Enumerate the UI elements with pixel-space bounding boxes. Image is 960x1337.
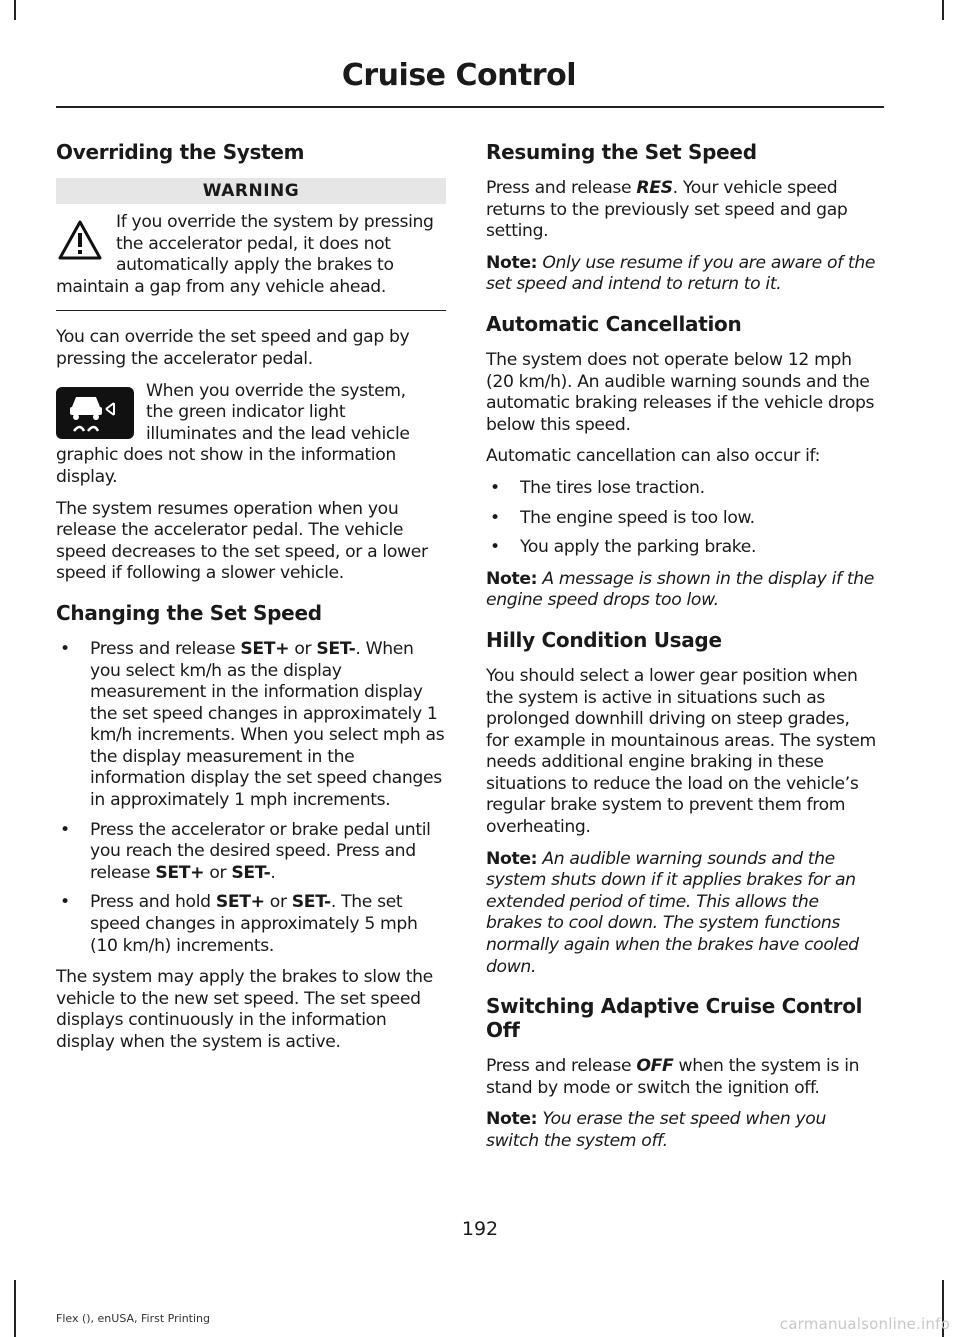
note-text: You erase the set speed when you switch the system off. <box>486 1109 827 1151</box>
page-number: 192 <box>461 1218 499 1240</box>
note-text: A message is shown in the display if the engine speed drops too low. <box>486 568 875 611</box>
list-text: Press and release <box>90 638 241 659</box>
paragraph-auto: The system does not operate below 12 mph (20 km/h). An audible warning sounds and the automatic braking releases if the vehicle drops below this speed. <box>486 349 875 435</box>
list-text: Press the accelerator or brake pedal until you reach the desired speed. Press and release <box>90 819 431 883</box>
note-label: Note: <box>486 848 538 869</box>
key-label: OFF <box>636 1056 674 1077</box>
list-item <box>486 508 876 530</box>
bullet-mark: • <box>60 892 70 913</box>
crop-mark <box>942 0 944 20</box>
list-text: or <box>289 638 317 659</box>
note-text: An audible warning sounds and the system shuts down if it applies brakes for an extended period of time. This allows the brakes to cool down. The system functions normally again when the brakes have cooled down. <box>486 848 859 977</box>
section-heading-overriding: Overriding the System <box>56 140 305 164</box>
header-divider <box>56 106 884 108</box>
list-text: Press and hold <box>90 892 216 913</box>
section-heading-changing: Changing the Set Speed <box>56 600 322 625</box>
list-item <box>56 892 446 957</box>
bullet-mark: • <box>60 819 70 840</box>
list-text: The engine speed is too low. <box>520 507 755 528</box>
key-label: SET+ <box>215 892 265 913</box>
warning-triangle-icon <box>58 220 102 260</box>
bullet-mark: • <box>490 537 500 558</box>
paragraph-text: Press and release <box>486 178 637 198</box>
paragraph-text: . Your vehicle speed returns to the previously set speed and gap setting. <box>486 178 848 242</box>
key-label: SET+ <box>240 638 290 659</box>
list-text: The tires lose traction. <box>520 477 705 498</box>
indicator-line: When you override the system, <box>146 380 406 401</box>
note <box>486 253 876 296</box>
indicator-paragraph <box>56 381 446 489</box>
note <box>486 849 876 979</box>
paragraph-resume <box>486 178 876 243</box>
bullet-mark: • <box>60 638 70 659</box>
note <box>486 569 876 612</box>
left-column <box>56 140 446 1064</box>
paragraph-auto2: Automatic cancellation can also occur if: <box>486 446 821 467</box>
paragraph-text: Press and release <box>486 1056 637 1077</box>
crop-mark <box>14 1280 16 1337</box>
right-column <box>486 140 876 1163</box>
warning-text <box>56 212 446 298</box>
watermark: carmanualsonline.info <box>779 1315 950 1333</box>
changing-list <box>56 639 446 957</box>
key-label: SET- <box>291 892 331 913</box>
list-item <box>486 478 876 500</box>
list-text: or <box>204 862 232 883</box>
key-label: RES <box>636 178 673 198</box>
list-item <box>56 820 446 885</box>
note-label: Note: <box>486 1109 538 1130</box>
footer-text: Flex (), enUSA, First Printing <box>56 1312 210 1325</box>
note-text: Only use resume if you are aware of the set speed and intend to return to it. <box>486 252 876 295</box>
indicator-line: illuminates and the lead vehicle <box>146 423 410 444</box>
section-heading-hilly: Hilly Condition Usage <box>486 627 722 652</box>
adaptive-cruise-indicator-icon <box>56 387 134 439</box>
warning-banner: WARNING <box>56 178 446 204</box>
warning-box <box>56 212 446 311</box>
warning-line: the accelerator pedal, it does not <box>116 233 391 254</box>
note-label: Note: <box>486 568 538 589</box>
paragraph-off <box>486 1056 876 1099</box>
bullet-mark: • <box>490 507 500 528</box>
key-label: SET+ <box>155 862 205 883</box>
paragraph-hilly: You should select a lower gear position when the system is active in situations such as prolonged downhill driving on steep grades, for example in mountainous areas. The system needs additional engine braking in these situations to reduce the load on the vehicle’s regular brake system to prevent them from overheating. <box>486 665 876 838</box>
warning-line: If you override the system by pressing <box>116 212 434 232</box>
warning-line: maintain a gap from any vehicle ahead. <box>56 276 386 297</box>
crop-mark <box>14 0 16 20</box>
indicator-line: the green indicator light <box>146 402 346 423</box>
list-text: . <box>270 862 276 883</box>
cancel-reasons-list <box>486 478 876 559</box>
page-title: Cruise Control <box>341 58 576 93</box>
paragraph-override: You can override the set speed and gap by pressing the accelerator pedal. <box>56 327 410 369</box>
list-text: You apply the parking brake. <box>520 537 757 558</box>
note <box>486 1109 876 1152</box>
note-label: Note: <box>486 252 538 273</box>
key-label: SET- <box>316 638 356 659</box>
list-item <box>56 639 446 812</box>
list-text: . The set speed changes in approximately 5 mph (10 km/h) increments. <box>90 892 418 956</box>
list-text: . When you select km/h as the display measurement in the information display the set speed changes in approximately 1 km/h increments. When you select mph as the display measurement in the information display the set speed changes in approximately 1 mph increments. <box>90 638 445 811</box>
indicator-text-cont: graphic does not show in the information display. <box>56 445 396 487</box>
warning-line: automatically apply the brakes to <box>116 255 394 276</box>
section-heading-switch-off: Switching Adaptive Cruise Control Off <box>486 994 863 1043</box>
key-label: SET- <box>231 862 271 883</box>
list-text: or <box>264 892 292 913</box>
paragraph-resumes: The system resumes operation when you release the accelerator pedal. The vehicle speed decreases to the set speed, or a lower speed if following a slower vehicle. <box>56 498 428 584</box>
section-heading-auto-cancel: Automatic Cancellation <box>486 311 742 336</box>
list-item <box>486 537 876 559</box>
bullet-mark: • <box>490 477 500 498</box>
section-heading-resuming: Resuming the Set Speed <box>486 140 757 164</box>
paragraph-text: when the system is in stand by mode or switch the ignition off. <box>486 1056 860 1098</box>
paragraph-brakes: The system may apply the brakes to slow the vehicle to the new set speed. The set speed displays continuously in the information display when the system is active. <box>56 967 433 1052</box>
